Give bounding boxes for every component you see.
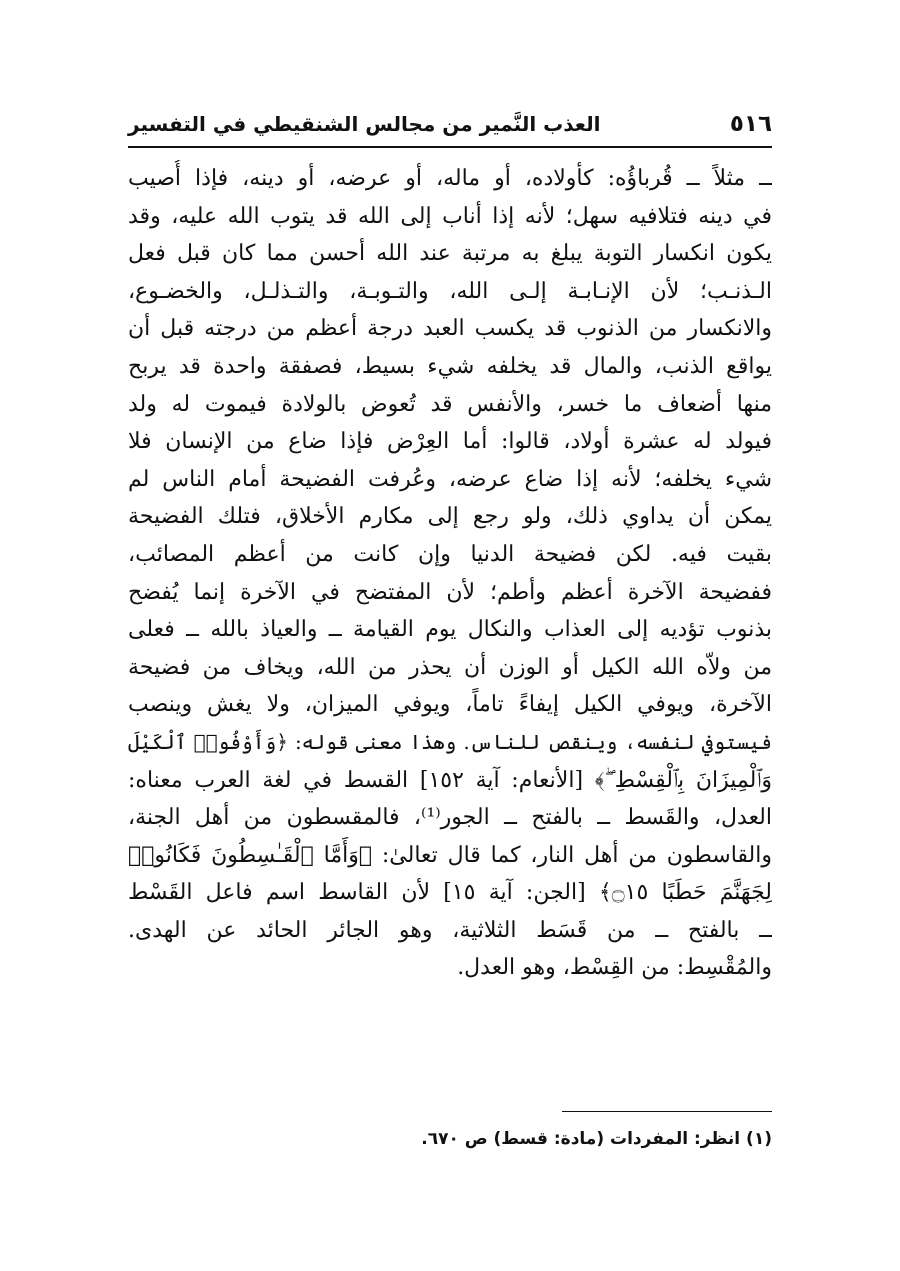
body-text (128, 160, 772, 987)
text-line: من ولاّه الله الكيل أو الوزن أن يحذر من الله، ويخاف من فضيحة (128, 654, 772, 680)
text-line: يمكن أن يداوي ذلك، ولو رجع إلى مكارم الأخلاق، فتلك الفضيحة (128, 504, 772, 530)
text-line: الآخرة، ويوفي الكيل إيفاءً تاماً، ويوفي الميزان، ولا يغش وينصب (128, 692, 772, 718)
text-line: فيستوفي لنفسه، وينقص للناس. وهذا معنى قوله: ﴿وَأَوْفُوا۟ ٱلْكَيْلَ (128, 729, 772, 754)
text-line: ففضيحة الآخرة أعظم وأطم؛ لأن المفتضح في الآخرة إنما يُفضح (128, 579, 772, 605)
text-line: منها أضعاف ما خسر، والأنفس قد تُعوض بالولادة فيموت له ولد (128, 391, 772, 417)
running-title: العذب النَّمير من مجالس الشنقيطي في التفسير (128, 112, 601, 136)
text-line: ــ بالفتح ــ من قَسَط الثلاثية، وهو الجائر الحائد عن الهدى. (128, 917, 772, 943)
text-line: بذنوب تؤديه إلى العذاب والنكال يوم القيامة ــ والعياذ بالله ــ فعلى (128, 617, 772, 643)
text-line: يكون انكسار التوبة يبلغ به مرتبة عند الله أحسن مما كان قبل فعل (128, 241, 772, 267)
header-divider (128, 146, 772, 148)
text-line: العدل، والقَسط ــ بالفتح ــ الجور⁽¹⁾، فالمقسطون من أهل الجنة، (128, 805, 772, 831)
text-line: لِجَهَنَّمَ حَطَبًا ۝١٥﴾ [الجن: آية ١٥] لأن القاسط اسم فاعل القَسْط (128, 880, 772, 906)
text-line: فيولد له عشرة أولاد، قالوا: أما العِرْض فإذا ضاع من الإنسان فلا (128, 429, 772, 455)
text-line: والقاسطون من أهل النار، كما قال تعالىٰ: ﴿وَأَمَّا ٱلْقَـٰسِطُونَ فَكَانُوا۟ (128, 842, 772, 868)
text-line: شيء يخلفه؛ لأنه إذا ضاع عرضه، وعُرفت الفضيحة أمام الناس لم (128, 466, 772, 492)
text-line: والمُقْسِط: من القِسْط، وهو العدل. (457, 955, 772, 981)
text-line: بقيت فيه. لكن فضيحة الدنيا وإن كانت من أعظم المصائب، (128, 541, 772, 567)
text-line: وَٱلْمِيزَانَ بِٱلْقِسْطِ ۖ﴾ [الأنعام: آية ١٥٢] القسط في لغة العرب معناه: (128, 767, 772, 793)
text-line: والانكسار من الذنوب قد يكسب العبد درجة أعظم من درجته قبل أن (128, 316, 772, 342)
footnote: (١) انظر: المفردات (مادة: قسط) ص ٦٧٠. (421, 1129, 772, 1149)
text-line: الـذنـب؛ لأن الإنـابـة إلـى الله، والتـوبـة، والتـذلـل، والخضـوع، (128, 278, 772, 304)
text-line: يواقع الذنب، والمال قد يخلفه شيء بسيط، فصفقة واحدة قد يربح (128, 353, 772, 379)
page-number: ٥١٦ (729, 111, 772, 137)
text-line: ــ مثلاً ــ قُرباؤُه: كأولاده، أو ماله، أو عرضه، أو دينه، فإذا أُصيب (128, 166, 772, 191)
page-header (128, 104, 772, 144)
footnote-divider (562, 1111, 772, 1112)
text-line: في دينه فتلافيه سهل؛ لأنه إذا أناب إلى الله قد يتوب الله عليه، وقد (128, 203, 772, 229)
